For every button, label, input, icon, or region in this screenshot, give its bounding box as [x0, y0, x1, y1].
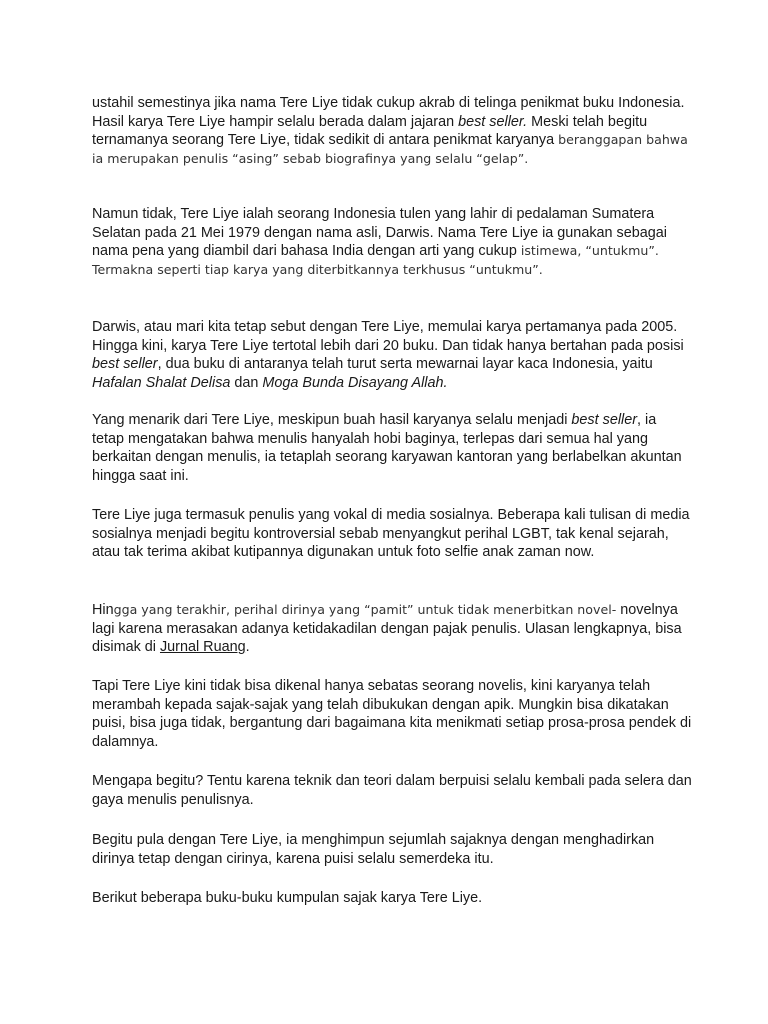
- paragraph-3: [92, 318, 692, 392]
- jurnal-ruang-link[interactable]: Jurnal Ruang: [159, 639, 246, 656]
- paragraph-9: [92, 831, 692, 868]
- p8-text-1: Mengapa begitu? Tentu karena teknik dan teori dalam berpuisi selalu kembali pada selera dan gaya menulis penulisnya.: [92, 773, 692, 808]
- p1-text-3: beranggapan bahwa ia merupakan penulis “asing” sebab biografinya yang selalu “gelap”.: [92, 132, 688, 166]
- p1-text-2: Meski telah begitu ternamanya seorang Tere Liye, tidak sedikit di antara penikmat karyanya: [92, 113, 648, 149]
- p3-italic-title-1: Hafalan Shalat Delisa: [92, 374, 231, 391]
- paragraph-4: [92, 411, 692, 485]
- p6-text-3: novelnya lagi karena merasakan adanya ketidakadilan dengan pajak penulis. Ulasan lengkapnya, bisa disimak di: [92, 602, 682, 656]
- p4-text-2: , ia tetap mengatakan bahwa menulis hanyalah hobi baginya, terlepas dari semua hal yang berkaitan dengan menulis, ia tetaplah seorang karyawan kantoran yang berlabelkan akuntan hingga saat ini.: [92, 412, 682, 484]
- paragraph-8: [92, 772, 692, 809]
- p10-text-1: Berikut beberapa buku-buku kumpulan sajak karya Tere Liye.: [92, 890, 483, 906]
- paragraph-5: [92, 506, 692, 562]
- p5-text-1: Tere Liye juga termasuk penulis yang vokal di media sosialnya. Beberapa kali tulisan di media sosialnya menjadi begitu kontroversial sebab menyangkut perihal LGBT, tak kenal sejarah, atau tak terima akibat kutipannya digunakan untuk foto selfie anak zaman now.: [92, 507, 690, 561]
- p2-text-2: istimewa, “untukmu”. Termakna seperti tiap karya yang diterbitkannya terkhusus “untukmu”.: [92, 243, 659, 277]
- p9-text-1: Begitu pula dengan Tere Liye, ia menghimpun sejumlah sajaknya dengan menghadirkan dirinya tetap dengan cirinya, karena puisi selalu semerdeka itu.: [92, 832, 655, 867]
- paragraph-2: [92, 205, 692, 279]
- paragraph-1: [92, 94, 692, 168]
- p7-text-1: Tapi Tere Liye kini tidak bisa dikenal hanya sebatas seorang novelis, kini karyanya telah merambah kepada sajak-sajak yang telah dibukukan dengan apik. Mungkin bisa dikatakan puisi, bisa juga tidak, bergantung dari bagaimana kita menikmati setiap prosa-prosa pendek di dalamnya.: [92, 678, 692, 750]
- p1-text-1: ustahil semestinya jika nama Tere Liye tidak cukup akrab di telinga penikmat buku Indonesia. Hasil karya Tere Liye hampir selalu berada dalam jajaran: [92, 95, 685, 130]
- p3-text-2: , dua buku di antaranya telah turut serta mewarnai layar kaca Indonesia, yaitu: [157, 356, 653, 373]
- p3-text-3: dan: [230, 374, 263, 391]
- p3-italic-title-2: Moga Bunda Disayang Allah.: [262, 374, 448, 391]
- paragraph-7: [92, 677, 692, 751]
- p4-text-1: Yang menarik dari Tere Liye, meskipun buah hasil karyanya selalu menjadi: [92, 412, 572, 428]
- p2-text-1: Namun tidak, Tere Liye ialah seorang Indonesia tulen yang lahir di pedalaman Sumatera Selatan pada 21 Mei 1979 dengan nama asli, Darwis. Nama Tere Liye ia gunakan sebagai nama pena yang diambil dari bahasa India dengan arti yang cukup: [92, 206, 667, 260]
- p3-italic-best-seller: best seller: [92, 356, 158, 373]
- p4-italic-best-seller: best seller: [571, 412, 638, 428]
- paragraph-10: [92, 889, 692, 908]
- p6-text-4: .: [245, 639, 250, 656]
- p6-text-1: Hin: [92, 602, 114, 618]
- p6-text-2: gga yang terakhir, perihal dirinya yang “pamit” untuk tidak menerbitkan novel-: [113, 602, 617, 617]
- p1-italic-best-seller: best seller.: [458, 113, 528, 130]
- paragraph-6: [92, 601, 692, 657]
- p3-text-1: Darwis, atau mari kita tetap sebut dengan Tere Liye, memulai karya pertamanya pada 2005. Hingga kini, karya Tere Liye tertotal lebih dari 20 buku. Dan tidak hanya bertahan pada posisi: [92, 319, 684, 354]
